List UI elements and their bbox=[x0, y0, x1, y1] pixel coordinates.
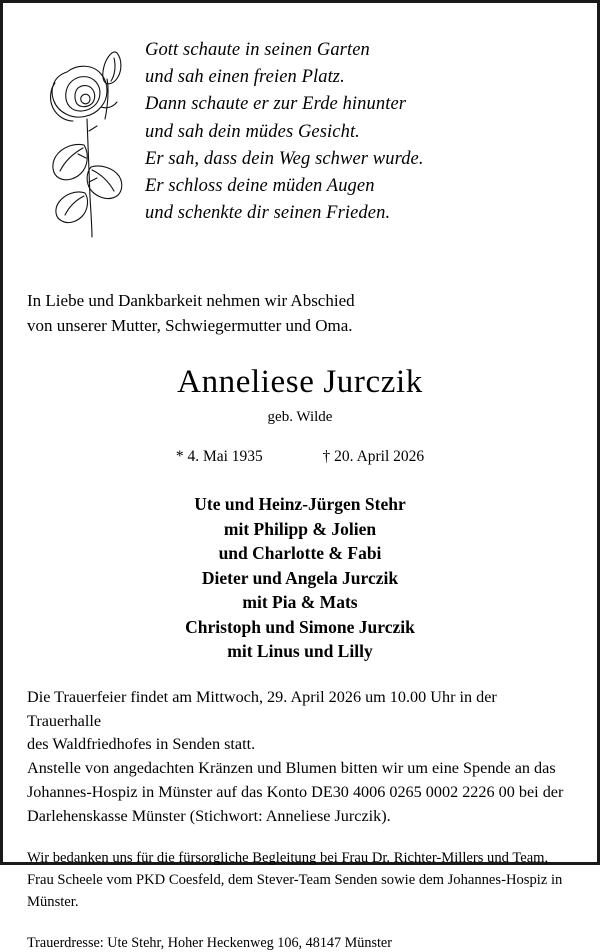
donation-line-1: Anstelle von angedachten Kränzen und Blumen bitten wir um eine Spende an das bbox=[27, 759, 556, 778]
donation-line-3: Darlehenskasse Münster (Stichwort: Anneliese Jurczik). bbox=[27, 806, 391, 825]
intro-line-1: In Liebe und Dankbarkeit nehmen wir Abschied bbox=[27, 291, 355, 310]
birth-date: * 4. Mai 1935 bbox=[175, 448, 263, 466]
funeral-line-2: des Waldfriedhofes in Senden statt. bbox=[27, 735, 256, 754]
intro-line-2: von unserer Mutter, Schwiegermutter und Oma. bbox=[27, 315, 353, 335]
thanks-line-3: Münster. bbox=[27, 894, 79, 910]
family-list bbox=[27, 492, 573, 664]
family-line: und Charlotte & Fabi bbox=[218, 543, 382, 564]
poem-line: und sah dein müdes Gesicht. bbox=[145, 121, 360, 142]
life-dates bbox=[27, 448, 573, 466]
poem-line: Er sah, dass dein Weg schwer wurde. bbox=[145, 148, 424, 169]
poem-line: Gott schaute in seinen Garten bbox=[145, 40, 370, 60]
thanks-line-1: Wir bedanken uns für die fürsorgliche Begleitung bei Frau Dr. Richter-Millers und Team, bbox=[27, 849, 549, 866]
maiden-name: geb. Wilde bbox=[267, 409, 333, 426]
header-area bbox=[27, 21, 573, 247]
obituary-inner bbox=[3, 3, 597, 952]
family-line: Ute und Heinz-Jürgen Stehr bbox=[194, 494, 406, 515]
poem bbox=[139, 21, 573, 227]
poem-line: Dann schaute er zur Erde hinunter bbox=[145, 94, 407, 115]
funeral-line-1: Die Trauerfeier findet am Mittwoch, 29. April 2026 um 10.00 Uhr in der Trauerhalle bbox=[27, 687, 497, 730]
thanks-line-2: Frau Scheele vom PKD Coesfeld, dem Stever-Team Senden sowie dem Johannes-Hospiz in bbox=[27, 871, 563, 888]
poem-line: und sah einen freien Platz. bbox=[145, 67, 345, 88]
intro-text bbox=[27, 289, 573, 338]
death-date: † 20. April 2026 bbox=[322, 448, 425, 466]
thanks-text bbox=[27, 847, 573, 914]
family-line: Dieter und Angela Jurczik bbox=[201, 567, 399, 588]
deceased-name: Anneliese Jurczik bbox=[177, 364, 423, 401]
funeral-details bbox=[27, 686, 573, 829]
rose-icon bbox=[29, 27, 137, 242]
rose-illustration bbox=[27, 21, 139, 247]
mourning-address: Trauerdresse: Ute Stehr, Hoher Heckenweg 106, 48147 Münster bbox=[27, 935, 392, 952]
donation-line-2: Johannes-Hospiz in Münster auf das Konto DE30 4006 0265 0002 2226 00 bei der bbox=[27, 783, 564, 802]
family-line: mit Pia & Mats bbox=[242, 592, 358, 613]
family-line: Christoph und Simone Jurczik bbox=[185, 616, 415, 637]
poem-line: Er schloss deine müden Augen bbox=[145, 175, 375, 196]
family-line: mit Linus und Lilly bbox=[227, 641, 373, 662]
family-line: mit Philipp & Jolien bbox=[223, 518, 377, 539]
poem-line: und schenkte dir seinen Frieden. bbox=[145, 203, 391, 224]
